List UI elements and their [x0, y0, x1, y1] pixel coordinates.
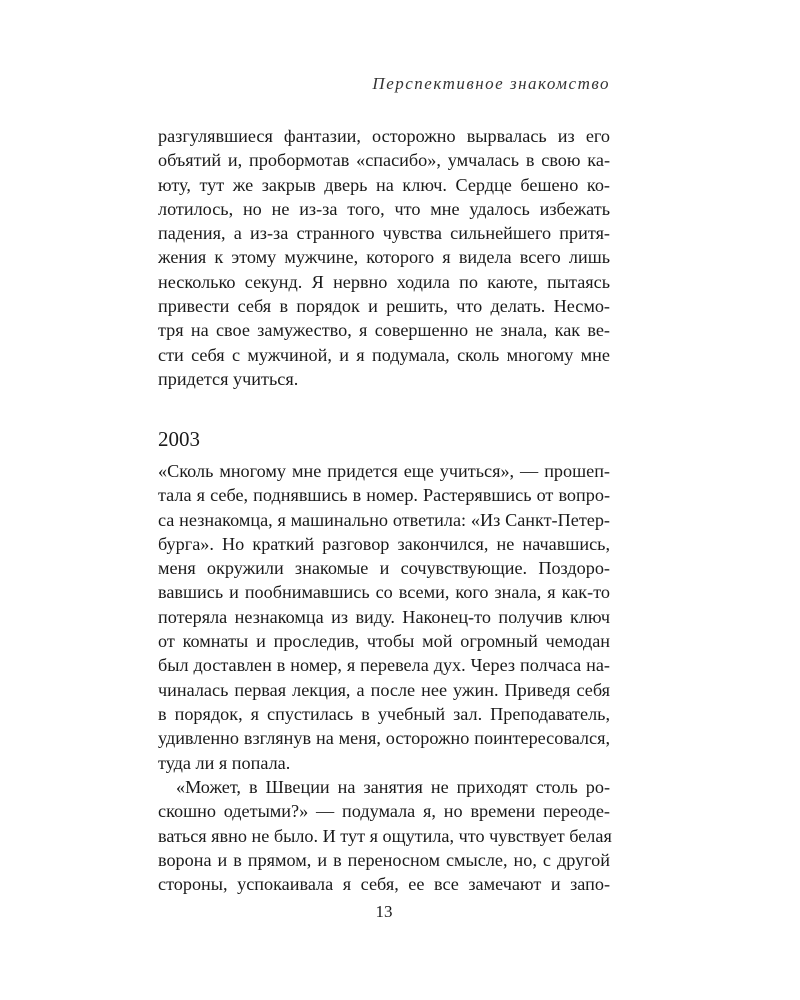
- section-heading-year: 2003: [158, 427, 200, 451]
- text-line: тря на свое замужество, я совершенно не знала, как ве-: [158, 320, 610, 341]
- text-line: ворона и в прямом, и в переносном смысле, но, с другой: [158, 849, 610, 870]
- text-line: бурга». Но краткий разговор закончился, не начавшись,: [158, 533, 610, 554]
- text-line: «Может, в Швеции на занятия не приходят столь ро-: [176, 777, 610, 797]
- text-line: юту, тут же закрыв дверь на ключ. Сердце бешено ко-: [158, 174, 610, 195]
- text-line: в порядок, я спустилась в учебный зал. Преподаватель,: [158, 703, 610, 724]
- paragraph-2: [158, 459, 610, 775]
- text-line: тала я себе, поднявшись в номер. Растерявшись от вопро-: [158, 485, 610, 506]
- text-line: разгулявшиеся фантазии, осторожно вырвалась из его: [158, 126, 610, 146]
- text-line: жения к этому мужчине, которого я видела всего лишь: [158, 247, 610, 268]
- text-line: был доставлен в номер, я перевела дух. Через полчаса на-: [158, 655, 610, 676]
- text-line: чиналась первая лекция, а после нее ужин. Приведя себя: [158, 679, 610, 700]
- page-number: 13: [375, 902, 393, 921]
- text-line: падения, а из-за странного чувства сильнейшего притя-: [158, 223, 610, 244]
- text-line: лотилось, но не из-за того, что мне удалось избежать: [158, 198, 610, 219]
- text-line: удивленно взглянув на меня, осторожно поинтересовался,: [158, 728, 610, 749]
- text-line: стороны, успокаивала я себя, ее все замечают и запо-: [158, 874, 610, 895]
- text-line: объятий и, пробормотав «спасибо», умчалась в свою ка-: [158, 150, 610, 171]
- running-header-title: Перспективное знакомство: [372, 74, 610, 93]
- text-line: от комнаты и проследив, чтобы мой огромный чемодан: [158, 631, 610, 652]
- text-line: сти себя с мужчиной, и я подумала, сколь многому мне: [158, 344, 610, 365]
- text-line: потеряла незнакомца из виду. Наконец-то получив ключ: [158, 606, 610, 627]
- text-line: «Сколь многому мне придется еще учиться», — прошеп-: [158, 461, 610, 481]
- text-line: ваться явно не было. И тут я ощутила, что чувствует белая: [158, 825, 612, 846]
- paragraph-1: [158, 124, 610, 391]
- paragraph-3: [158, 775, 610, 896]
- text-line: скошно одетыми?» — подумала я, но времени переоде-: [158, 801, 610, 822]
- text-line: меня окружили знакомые и сочувствующие. Поздоро-: [158, 558, 610, 579]
- text-line: са незнакомца, я машинально ответила: «Из Санкт-Петер-: [158, 509, 610, 530]
- text-line: вавшись и пообнимавшись со всеми, кого знала, я как-то: [158, 582, 610, 603]
- text-line: несколько секунд. Я нервно ходила по каюте, пытаясь: [158, 271, 610, 292]
- text-line: привести себя в порядок и решить, что делать. Несмо-: [158, 296, 610, 317]
- text-line: придется учиться.: [158, 368, 299, 389]
- text-line: туда ли я попала.: [158, 752, 291, 773]
